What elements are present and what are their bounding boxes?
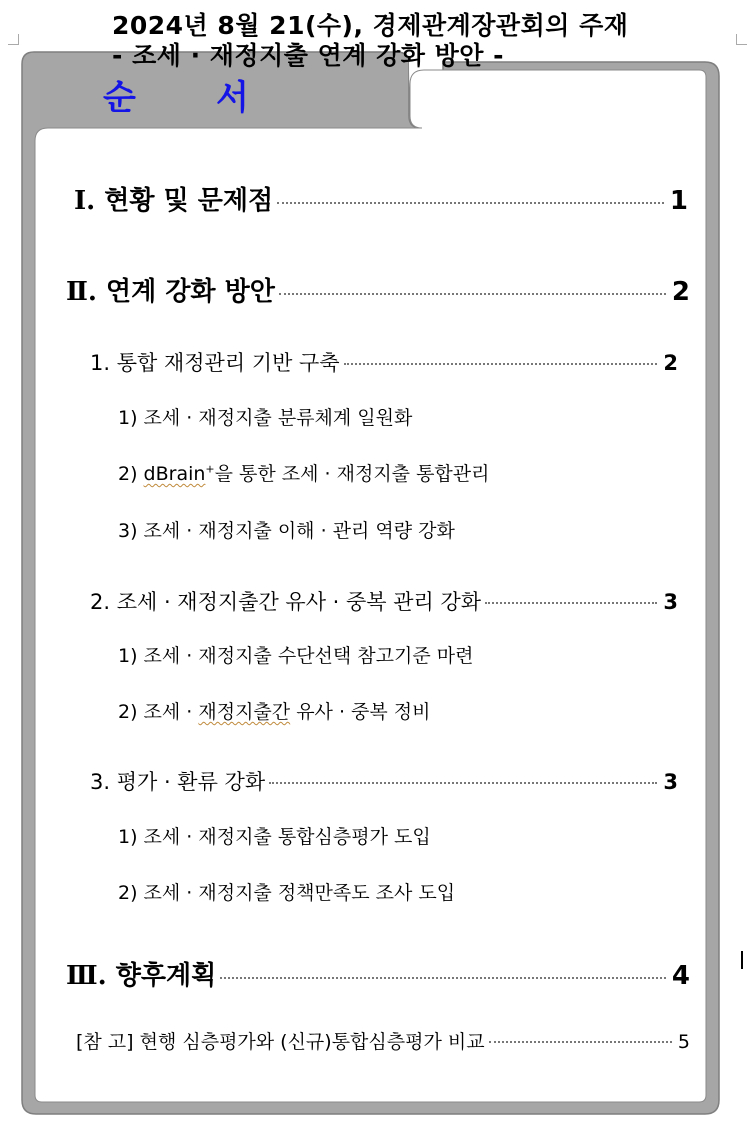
text-cursor — [741, 951, 743, 969]
toc-item-flagged-word: 재정지출간 — [198, 701, 291, 723]
toc-leader-dots — [220, 977, 666, 979]
dbrain-plus-sup: + — [205, 462, 215, 476]
toc-item-2-1-3[interactable]: 3) 조세 · 재정지출 이해 · 관리 역량 강화 — [118, 520, 455, 542]
toc-item-prefix: 2) 조세 · — [118, 701, 199, 723]
toc-leader-dots — [277, 202, 664, 204]
toc-entry-reference[interactable] — [76, 1027, 690, 1054]
toc-leader-dots — [279, 293, 666, 295]
toc-item-2-2-1[interactable]: 1) 조세 · 재정지출 수단선택 참고기준 마련 — [118, 645, 474, 667]
toc-page-number: 4 — [671, 961, 690, 991]
toc-item-2-3-2[interactable]: 2) 조세 · 재정지출 정책만족도 조사 도입 — [118, 882, 456, 904]
toc-tab-label-char-2: 서 — [216, 78, 249, 118]
toc-entry-section-2[interactable] — [66, 271, 690, 308]
toc-page-number: 2 — [663, 351, 678, 375]
toc-reference-title: [참 고] 현행 심층평가와 (신규)통합심층평가 비교 — [76, 1031, 485, 1053]
toc-section-title: 연계 강화 방안 — [106, 277, 275, 307]
toc-entry-2-2[interactable] — [90, 586, 678, 616]
toc-tab-label-char-1: 순 — [103, 78, 136, 118]
toc-leader-dots — [344, 363, 658, 365]
toc-item-suffix: 을 통한 조세 · 재정지출 통합관리 — [214, 463, 490, 485]
toc-item-prefix: 2) — [118, 463, 144, 485]
toc-item-2-2-2[interactable] — [118, 697, 430, 724]
toc-section-title: 향후계획 — [115, 961, 217, 991]
toc-page-number: 2 — [671, 277, 690, 307]
toc-section-number: Ⅰ. — [74, 186, 96, 216]
toc-leader-dots — [485, 602, 657, 604]
toc-subsection-title: 3. 평가 · 환류 강화 — [90, 770, 266, 794]
toc-leader-dots — [489, 1041, 672, 1043]
toc-item-2-3-1[interactable]: 1) 조세 · 재정지출 통합심층평가 도입 — [118, 826, 431, 848]
toc-section-number: Ⅱ. — [66, 277, 97, 307]
doc-title-line-1: 2024년 8월 21(수), 경제관계장관회의 주재 — [112, 11, 629, 40]
toc-entry-section-1[interactable] — [74, 180, 688, 217]
toc-subsection-title: 1. 통합 재정관리 기반 구축 — [90, 351, 340, 375]
toc-item-suffix: 유사 · 중복 정비 — [290, 701, 431, 723]
toc-page-number: 1 — [669, 186, 688, 216]
toc-entry-2-3[interactable] — [90, 766, 678, 796]
toc-page-number: 3 — [663, 590, 678, 614]
toc-item-2-1-1[interactable]: 1) 조세 · 재정지출 분류체계 일원화 — [118, 407, 413, 429]
toc-leader-dots — [269, 782, 657, 784]
toc-entry-2-1[interactable] — [90, 347, 678, 377]
toc-subsection-title: 2. 조세 · 재정지출간 유사 · 중복 관리 강화 — [90, 590, 482, 614]
dbrain-brand-text: dBrain — [143, 463, 206, 485]
doc-title-line-2: - 조세 · 재정지출 연계 강화 방안 - — [112, 41, 504, 70]
toc-section-number: Ⅲ. — [66, 961, 107, 991]
toc-page-number: 3 — [663, 770, 678, 794]
toc-item-2-1-2[interactable] — [118, 459, 489, 486]
toc-page-number: 5 — [677, 1031, 690, 1053]
toc-section-title: 현황 및 문제점 — [104, 186, 274, 216]
toc-entry-section-3[interactable] — [66, 955, 690, 992]
